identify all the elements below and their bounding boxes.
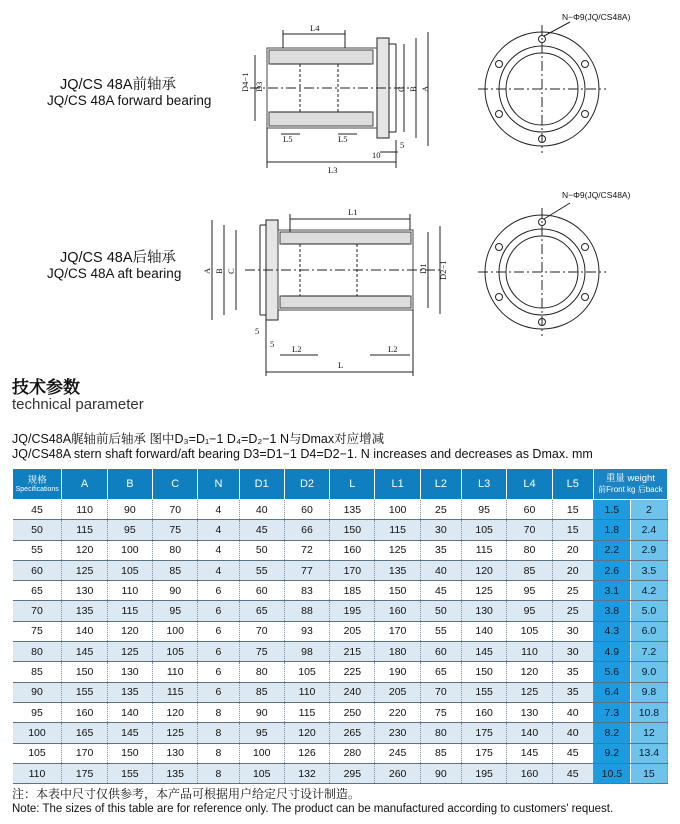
spec-cell: 80 — [13, 642, 62, 662]
table-cell: 105 — [153, 642, 198, 662]
spec-cell: 90 — [13, 682, 62, 702]
col-header: L2 — [420, 469, 461, 500]
table-cell: 150 — [375, 581, 420, 601]
table-cell: 8 — [198, 763, 239, 783]
table-cell: 40 — [420, 560, 461, 580]
weight-cell: 7.2 — [630, 642, 667, 662]
table-row — [13, 500, 668, 520]
spec-header: 规格 Specifications — [13, 469, 62, 500]
weight-cell: 13.4 — [630, 743, 667, 763]
table-cell: 30 — [420, 520, 461, 540]
weight-cell: 5.0 — [630, 601, 667, 621]
table-cell: 4 — [198, 560, 239, 580]
table-cell: 60 — [239, 581, 284, 601]
dim-d2-1: D2−1 — [438, 260, 448, 280]
col-header: N — [198, 469, 239, 500]
table-cell: 125 — [461, 581, 506, 601]
table-cell: 132 — [284, 763, 329, 783]
weight-cell: 3.5 — [630, 560, 667, 580]
table-cell: 6 — [198, 601, 239, 621]
table-cell: 120 — [507, 662, 552, 682]
dim-l1: L1 — [348, 207, 358, 217]
table-cell: 190 — [375, 662, 420, 682]
table-cell: 185 — [330, 581, 375, 601]
table-cell: 125 — [107, 642, 152, 662]
spec-cell: 100 — [13, 723, 62, 743]
weight-cell: 9.0 — [630, 662, 667, 682]
table-cell: 65 — [239, 601, 284, 621]
col-header: L4 — [507, 469, 552, 500]
table-cell: 115 — [107, 601, 152, 621]
dim-5: 5 — [400, 140, 405, 150]
table-cell: 35 — [552, 682, 593, 702]
table-cell: 85 — [239, 682, 284, 702]
table-cell: 6 — [198, 662, 239, 682]
table-cell: 245 — [375, 743, 420, 763]
table-cell: 40 — [239, 500, 284, 520]
weight-cell: 7.3 — [593, 702, 630, 722]
weight-cell: 9.8 — [630, 682, 667, 702]
table-cell: 6 — [198, 581, 239, 601]
table-cell: 95 — [107, 520, 152, 540]
section-desc-en: JQ/CS48A stern shaft forward/aft bearing D3=D1−1 D4=D2−1. N increases and decreases as Dmax. mm — [12, 447, 593, 461]
dim-l3: L3 — [328, 165, 338, 175]
table-cell: 140 — [461, 621, 506, 641]
table-cell: 230 — [375, 723, 420, 743]
table-cell: 80 — [239, 662, 284, 682]
table-cell: 105 — [507, 621, 552, 641]
weight-header: 重量 weight 前Front kg 后back — [593, 469, 667, 500]
table-cell: 155 — [461, 682, 506, 702]
table-cell: 170 — [62, 743, 107, 763]
table-cell: 175 — [62, 763, 107, 783]
table-cell: 75 — [239, 642, 284, 662]
weight-cell: 2.9 — [630, 540, 667, 560]
table-cell: 25 — [420, 500, 461, 520]
table-cell: 110 — [507, 642, 552, 662]
table-cell: 70 — [507, 520, 552, 540]
table-cell: 220 — [375, 702, 420, 722]
table-header-row — [13, 469, 668, 500]
table-cell: 295 — [330, 763, 375, 783]
table-cell: 45 — [552, 763, 593, 783]
table-cell: 135 — [153, 763, 198, 783]
spec-cell: 95 — [13, 702, 62, 722]
col-header: L3 — [461, 469, 506, 500]
table-cell: 85 — [507, 560, 552, 580]
table-cell: 160 — [330, 540, 375, 560]
table-cell: 66 — [284, 520, 329, 540]
aft-title-en: JQ/CS 48A aft bearing — [47, 266, 182, 281]
table-cell: 120 — [284, 723, 329, 743]
table-cell: 105 — [239, 763, 284, 783]
dim-l4: L4 — [310, 23, 320, 33]
table-row — [13, 520, 668, 540]
table-cell: 8 — [198, 743, 239, 763]
table-cell: 85 — [420, 743, 461, 763]
table-cell: 60 — [420, 642, 461, 662]
weight-cell: 4.3 — [593, 621, 630, 641]
spec-cell: 45 — [13, 500, 62, 520]
table-cell: 105 — [461, 520, 506, 540]
table-row — [13, 723, 668, 743]
weight-cell: 2.2 — [593, 540, 630, 560]
table-row — [13, 560, 668, 580]
col-header: C — [153, 469, 198, 500]
table-cell: 25 — [552, 581, 593, 601]
table-cell: 20 — [552, 540, 593, 560]
table-cell: 55 — [420, 621, 461, 641]
aft-dim-5a: 5 — [255, 326, 260, 336]
table-cell: 35 — [420, 540, 461, 560]
table-cell: 150 — [107, 743, 152, 763]
table-cell: 80 — [507, 540, 552, 560]
table-cell: 225 — [330, 662, 375, 682]
table-cell: 130 — [461, 601, 506, 621]
table-cell: 105 — [284, 662, 329, 682]
spec-cell: 110 — [13, 763, 62, 783]
spec-cell: 105 — [13, 743, 62, 763]
table-cell: 40 — [552, 702, 593, 722]
table-cell: 140 — [62, 621, 107, 641]
table-cell: 205 — [375, 682, 420, 702]
note-en: Note: The sizes of this table are for reference only. The product can be manufactured according to customers' request. — [12, 803, 614, 815]
table-cell: 155 — [107, 763, 152, 783]
table-cell: 280 — [330, 743, 375, 763]
aft-dim-c: C — [226, 268, 236, 274]
table-cell: 4 — [198, 520, 239, 540]
table-cell: 90 — [420, 763, 461, 783]
weight-cell: 15 — [630, 763, 667, 783]
table-row — [13, 601, 668, 621]
spec-cell: 85 — [13, 662, 62, 682]
table-cell: 100 — [239, 743, 284, 763]
table-cell: 88 — [284, 601, 329, 621]
table-cell: 175 — [461, 743, 506, 763]
spec-cell: 50 — [13, 520, 62, 540]
table-cell: 80 — [420, 723, 461, 743]
table-cell: 130 — [153, 743, 198, 763]
table-cell: 98 — [284, 642, 329, 662]
table-cell: 140 — [107, 702, 152, 722]
table-cell: 115 — [153, 682, 198, 702]
table-cell: 100 — [153, 621, 198, 641]
table-body — [13, 500, 668, 784]
dim-l5b: L5 — [338, 134, 348, 144]
col-header: B — [107, 469, 152, 500]
table-cell: 6 — [198, 642, 239, 662]
table-cell: 110 — [153, 662, 198, 682]
table-row — [13, 682, 668, 702]
weight-cell: 6.0 — [630, 621, 667, 641]
table-cell: 95 — [461, 500, 506, 520]
aft-title-cn: JQ/CS 48A后轴承 — [60, 250, 177, 266]
table-cell: 95 — [507, 581, 552, 601]
table-cell: 115 — [375, 520, 420, 540]
table-row — [13, 763, 668, 783]
table-cell: 160 — [461, 702, 506, 722]
table-cell: 120 — [107, 621, 152, 641]
table-cell: 45 — [552, 743, 593, 763]
weight-cell: 12 — [630, 723, 667, 743]
table-cell: 175 — [461, 723, 506, 743]
table-cell: 100 — [107, 540, 152, 560]
dim-l: L — [338, 360, 344, 370]
dim-l2b: L2 — [388, 344, 398, 354]
weight-cell: 3.8 — [593, 601, 630, 621]
table-cell: 90 — [107, 500, 152, 520]
aft-bearing-drawing — [0, 0, 680, 380]
table-cell: 120 — [62, 540, 107, 560]
aft-dim-b: B — [214, 268, 224, 274]
table-cell: 15 — [552, 520, 593, 540]
table-cell: 160 — [62, 702, 107, 722]
col-header: L1 — [375, 469, 420, 500]
table-cell: 25 — [552, 601, 593, 621]
table-cell: 110 — [62, 500, 107, 520]
table-cell: 115 — [62, 520, 107, 540]
dim-l2a: L2 — [292, 344, 302, 354]
table-cell: 155 — [62, 682, 107, 702]
weight-cell: 10.5 — [593, 763, 630, 783]
weight-cell: 4.2 — [630, 581, 667, 601]
table-cell: 120 — [153, 702, 198, 722]
table-cell: 170 — [330, 560, 375, 580]
table-cell: 93 — [284, 621, 329, 641]
table-cell: 90 — [153, 581, 198, 601]
col-header: D1 — [239, 469, 284, 500]
table-cell: 77 — [284, 560, 329, 580]
spec-table — [12, 468, 668, 784]
table-cell: 125 — [507, 682, 552, 702]
table-row — [13, 621, 668, 641]
table-cell: 110 — [284, 682, 329, 702]
dim-d1: D1 — [418, 263, 428, 274]
forward-title-cn: JQ/CS 48A前轴承 — [60, 77, 177, 93]
table-cell: 145 — [461, 642, 506, 662]
table-cell: 70 — [239, 621, 284, 641]
aft-holes-label: N−Φ9(JQ/CS48A) — [562, 190, 631, 200]
table-cell: 170 — [375, 621, 420, 641]
table-row — [13, 581, 668, 601]
table-cell: 130 — [107, 662, 152, 682]
table-cell: 180 — [375, 642, 420, 662]
table-cell: 30 — [552, 621, 593, 641]
table-cell: 195 — [461, 763, 506, 783]
table-cell: 205 — [330, 621, 375, 641]
table-row — [13, 743, 668, 763]
weight-cell: 10.8 — [630, 702, 667, 722]
table-cell: 115 — [461, 540, 506, 560]
table-cell: 265 — [330, 723, 375, 743]
section-title-en: technical parameter — [12, 396, 144, 413]
weight-cell: 1.8 — [593, 520, 630, 540]
col-header: L — [330, 469, 375, 500]
table-cell: 6 — [198, 682, 239, 702]
table-cell: 83 — [284, 581, 329, 601]
table-cell: 150 — [62, 662, 107, 682]
table-cell: 195 — [330, 601, 375, 621]
table-cell: 120 — [461, 560, 506, 580]
spec-cell: 60 — [13, 560, 62, 580]
table-cell: 125 — [153, 723, 198, 743]
aft-dim-5b: 5 — [270, 339, 275, 349]
spec-cell: 70 — [13, 601, 62, 621]
dim-l5a: L5 — [283, 134, 293, 144]
table-cell: 110 — [107, 581, 152, 601]
col-header: L5 — [552, 469, 593, 500]
table-row — [13, 702, 668, 722]
dim-b: B — [408, 86, 418, 92]
table-cell: 165 — [62, 723, 107, 743]
table-cell: 100 — [375, 500, 420, 520]
dim-c: C — [396, 86, 406, 92]
table-cell: 160 — [375, 601, 420, 621]
table-cell: 15 — [552, 500, 593, 520]
table-cell: 65 — [420, 662, 461, 682]
table-cell: 115 — [284, 702, 329, 722]
col-header: A — [62, 469, 107, 500]
table-cell: 240 — [330, 682, 375, 702]
table-cell: 20 — [552, 560, 593, 580]
forward-holes-label: N−Φ9(JQ/CS48A) — [562, 12, 631, 22]
dim-10: 10 — [372, 150, 381, 160]
table-cell: 4 — [198, 500, 239, 520]
table-cell: 215 — [330, 642, 375, 662]
weight-cell: 4.9 — [593, 642, 630, 662]
forward-title-en: JQ/CS 48A forward bearing — [47, 93, 212, 108]
table-cell: 130 — [507, 702, 552, 722]
table-cell: 126 — [284, 743, 329, 763]
table-row — [13, 540, 668, 560]
table-cell: 55 — [239, 560, 284, 580]
table-cell: 30 — [552, 642, 593, 662]
table-cell: 4 — [198, 540, 239, 560]
table-cell: 6 — [198, 621, 239, 641]
spec-cell: 75 — [13, 621, 62, 641]
weight-cell: 1.5 — [593, 500, 630, 520]
table-cell: 60 — [507, 500, 552, 520]
note-cn: 注：本表中尺寸仅供参考，本产品可根据用户给定尺寸设计制造。 — [12, 787, 361, 801]
weight-cell: 2.6 — [593, 560, 630, 580]
weight-cell: 6.4 — [593, 682, 630, 702]
table-cell: 95 — [153, 601, 198, 621]
dim-d3: D3 — [254, 81, 264, 92]
table-cell: 250 — [330, 702, 375, 722]
section-desc-cn: JQ/CS48A艉轴前后轴承 图中D₃=D₁−1 D₄=D₂−1 N与Dmax对应增减 — [12, 432, 385, 446]
table-cell: 125 — [62, 560, 107, 580]
table-cell: 35 — [552, 662, 593, 682]
weight-cell: 2 — [630, 500, 667, 520]
table-cell: 145 — [507, 743, 552, 763]
spec-cell: 55 — [13, 540, 62, 560]
section-title-cn: 技术参数 — [12, 378, 80, 397]
spec-cell: 65 — [13, 581, 62, 601]
table-cell: 50 — [420, 601, 461, 621]
table-cell: 85 — [153, 560, 198, 580]
table-cell: 130 — [62, 581, 107, 601]
table-cell: 160 — [507, 763, 552, 783]
table-cell: 90 — [239, 702, 284, 722]
table-cell: 260 — [375, 763, 420, 783]
table-cell: 135 — [375, 560, 420, 580]
table-cell: 50 — [239, 540, 284, 560]
table-cell: 135 — [107, 682, 152, 702]
table-cell: 45 — [239, 520, 284, 540]
table-cell: 95 — [239, 723, 284, 743]
table-cell: 60 — [284, 500, 329, 520]
weight-cell: 3.1 — [593, 581, 630, 601]
table-cell: 75 — [153, 520, 198, 540]
table-cell: 125 — [375, 540, 420, 560]
table-cell: 145 — [107, 723, 152, 743]
table-cell: 145 — [62, 642, 107, 662]
table-cell: 72 — [284, 540, 329, 560]
aft-dim-a: A — [202, 267, 212, 274]
weight-cell: 8.2 — [593, 723, 630, 743]
table-row — [13, 662, 668, 682]
table-cell: 70 — [153, 500, 198, 520]
table-row — [13, 642, 668, 662]
weight-cell: 2.4 — [630, 520, 667, 540]
table-cell: 135 — [330, 500, 375, 520]
dim-d4-1: D4−1 — [240, 72, 250, 92]
table-cell: 8 — [198, 723, 239, 743]
table-cell: 135 — [62, 601, 107, 621]
dim-a: A — [420, 85, 430, 92]
table-cell: 8 — [198, 702, 239, 722]
table-cell: 95 — [507, 601, 552, 621]
table-cell: 150 — [330, 520, 375, 540]
weight-cell: 5.6 — [593, 662, 630, 682]
table-cell: 40 — [552, 723, 593, 743]
table-cell: 75 — [420, 702, 461, 722]
table-cell: 150 — [461, 662, 506, 682]
table-cell: 105 — [107, 560, 152, 580]
table-cell: 45 — [420, 581, 461, 601]
weight-cell: 9.2 — [593, 743, 630, 763]
table-cell: 80 — [153, 540, 198, 560]
col-header: D2 — [284, 469, 329, 500]
table-cell: 140 — [507, 723, 552, 743]
table-cell: 70 — [420, 682, 461, 702]
